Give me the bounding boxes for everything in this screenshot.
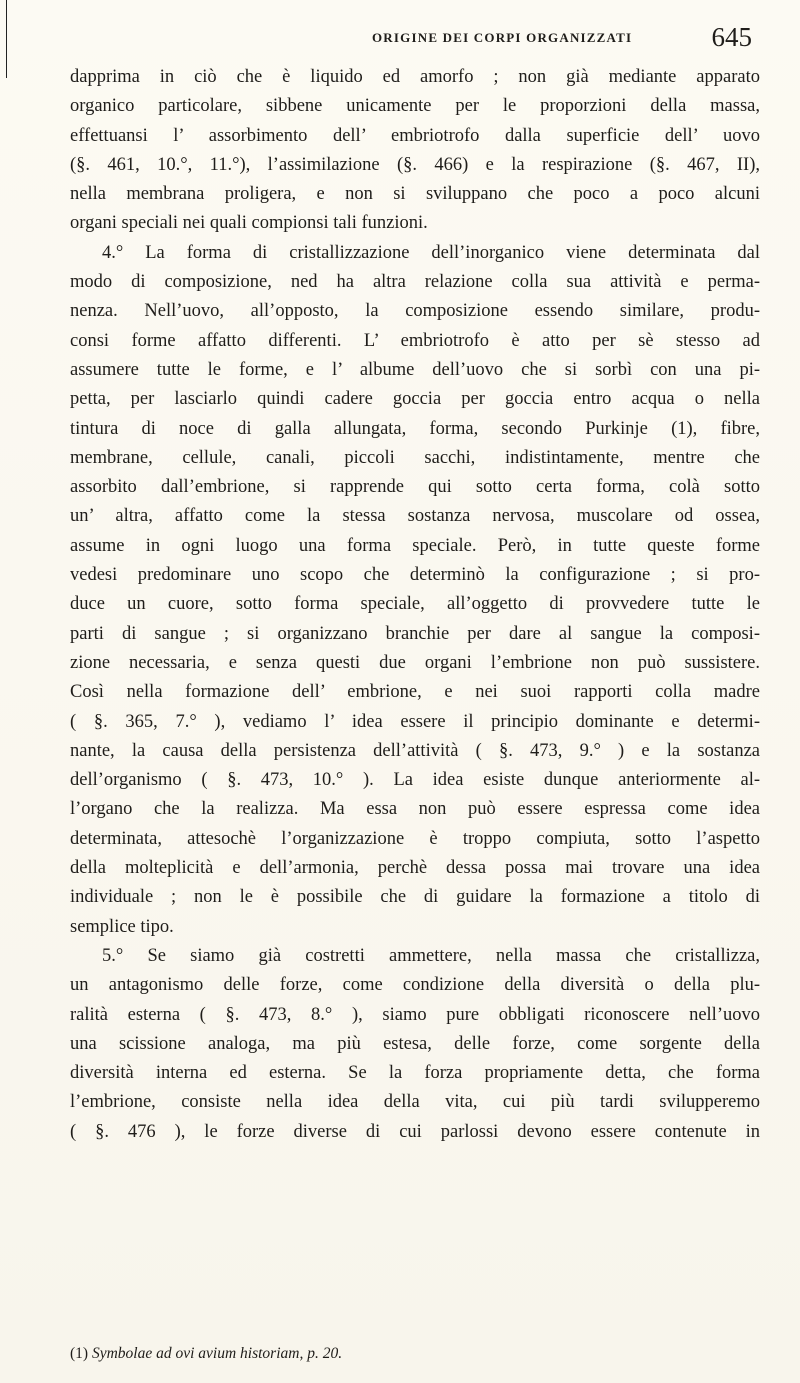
text-line: 5.° Se siamo già costretti ammettere, nella massa che cristallizza,	[102, 945, 760, 966]
text-line: petta, per lasciarlo quindi cadere goccia per goccia entro acqua o nella	[70, 389, 760, 410]
text-line: della molteplicità e dell’armonia, perchè dessa possa mai trovare una idea	[70, 858, 760, 879]
text-line: organi speciali nei quali compionsi tali funzioni.	[70, 213, 428, 234]
text-line: ( §. 476 ), le forze diverse di cui parlossi devono essere contenute in	[70, 1121, 760, 1142]
text-line: consi forme affatto differenti. L’ embriotrofo è atto per sè stesso ad	[70, 330, 760, 351]
text-line: diversità interna ed esterna. Se la forza propriamente detta, che forma	[70, 1063, 760, 1084]
page-number: 645	[711, 22, 752, 52]
text-line: nenza. Nell’uovo, all’opposto, la composizione essendo similare, produ-	[70, 301, 760, 322]
text-line: zione necessaria, e senza questi due organi l’embrione non può sussistere.	[70, 652, 760, 673]
text-line: ( §. 365, 7.° ), vediamo l’ idea essere il principio dominante e determi-	[70, 711, 760, 732]
text-line: assorbito dall’embrione, si rapprende qui sotto certa forma, colà sotto	[70, 477, 760, 498]
text-line: nella membrana proligera, e non si sviluppano che poco a poco alcuni	[70, 184, 760, 205]
text-line: individuale ; non le è possibile che di guidare la formazione a titolo di	[70, 887, 760, 908]
text-line: l’organo che la realizza. Ma essa non può essere espressa come idea	[70, 799, 760, 820]
text-line: determinata, attesochè l’organizzazione è troppo compiuta, sotto l’aspetto	[70, 828, 760, 849]
body-text	[70, 63, 760, 1147]
text-line: un’ altra, affatto come la stessa sostanza nervosa, muscolare od ossea,	[70, 506, 760, 527]
text-line: membrane, cellule, canali, piccoli sacchi, indistintamente, mentre che	[70, 447, 760, 468]
text-line: vedesi predominare uno scopo che determinò la configurazione ; si pro-	[70, 565, 760, 586]
text-line: assume in ogni luogo una forma speciale. Però, in tutte queste forme	[70, 535, 760, 556]
page-header	[0, 22, 800, 62]
text-line: dell’organismo ( §. 473, 10.° ). La idea esiste dunque anteriormente al-	[70, 770, 760, 791]
text-line: dapprima in ciò che è liquido ed amorfo ; non già mediante apparato	[70, 67, 760, 87]
text-line: una scissione analoga, ma più estesa, delle forze, come sorgente della	[70, 1033, 760, 1054]
text-line: nante, la causa della persistenza dell’attività ( §. 473, 9.° ) e la sostanza	[70, 740, 760, 761]
text-line: modo di composizione, ned ha altra relazione colla sua attività e perma-	[70, 272, 760, 293]
running-title: ORIGINE DEI CORPI ORGANIZZATI	[372, 30, 633, 45]
footnote-text: Symbolae ad ovi avium historiam, p. 20.	[91, 1345, 343, 1362]
text-line: ralità esterna ( §. 473, 8.° ), siamo pure obbligati riconoscere nell’uovo	[70, 1004, 760, 1025]
text-line: assumere tutte le forme, e l’ albume dell’uovo che si sorbì con una pi-	[70, 359, 760, 380]
text-line: organico particolare, sibbene unicamente per le proporzioni della massa,	[70, 96, 760, 117]
text-line: 4.° La forma di cristallizzazione dell’inorganico viene determinata dal	[102, 242, 760, 263]
text-line: effettuansi l’ assorbimento dell’ embriotrofo dalla superficie dell’ uovo	[70, 125, 760, 146]
text-line: duce un cuore, sotto forma speciale, all’oggetto di provvedere tutte le	[70, 594, 760, 615]
text-line: (§. 461, 10.°, 11.°), l’assimilazione (§. 466) e la respirazione (§. 467, II),	[70, 154, 760, 175]
footnote-mark: (1)	[70, 1345, 89, 1362]
footnote	[70, 1345, 760, 1363]
text-line: un antagonismo delle forze, come condizione della diversità o della plu-	[70, 975, 760, 996]
text-line: Così nella formazione dell’ embrione, e nei suoi rapporti colla madre	[70, 682, 760, 703]
text-line: l’embrione, consiste nella idea della vita, cui più tardi svilupperemo	[70, 1092, 760, 1113]
text-line: semplice tipo.	[70, 916, 174, 937]
text-line: parti di sangue ; si organizzano branchie per dare al sangue la composi-	[70, 623, 760, 644]
text-line: tintura di noce di galla allungata, forma, secondo Purkinje (1), fibre,	[70, 418, 760, 439]
